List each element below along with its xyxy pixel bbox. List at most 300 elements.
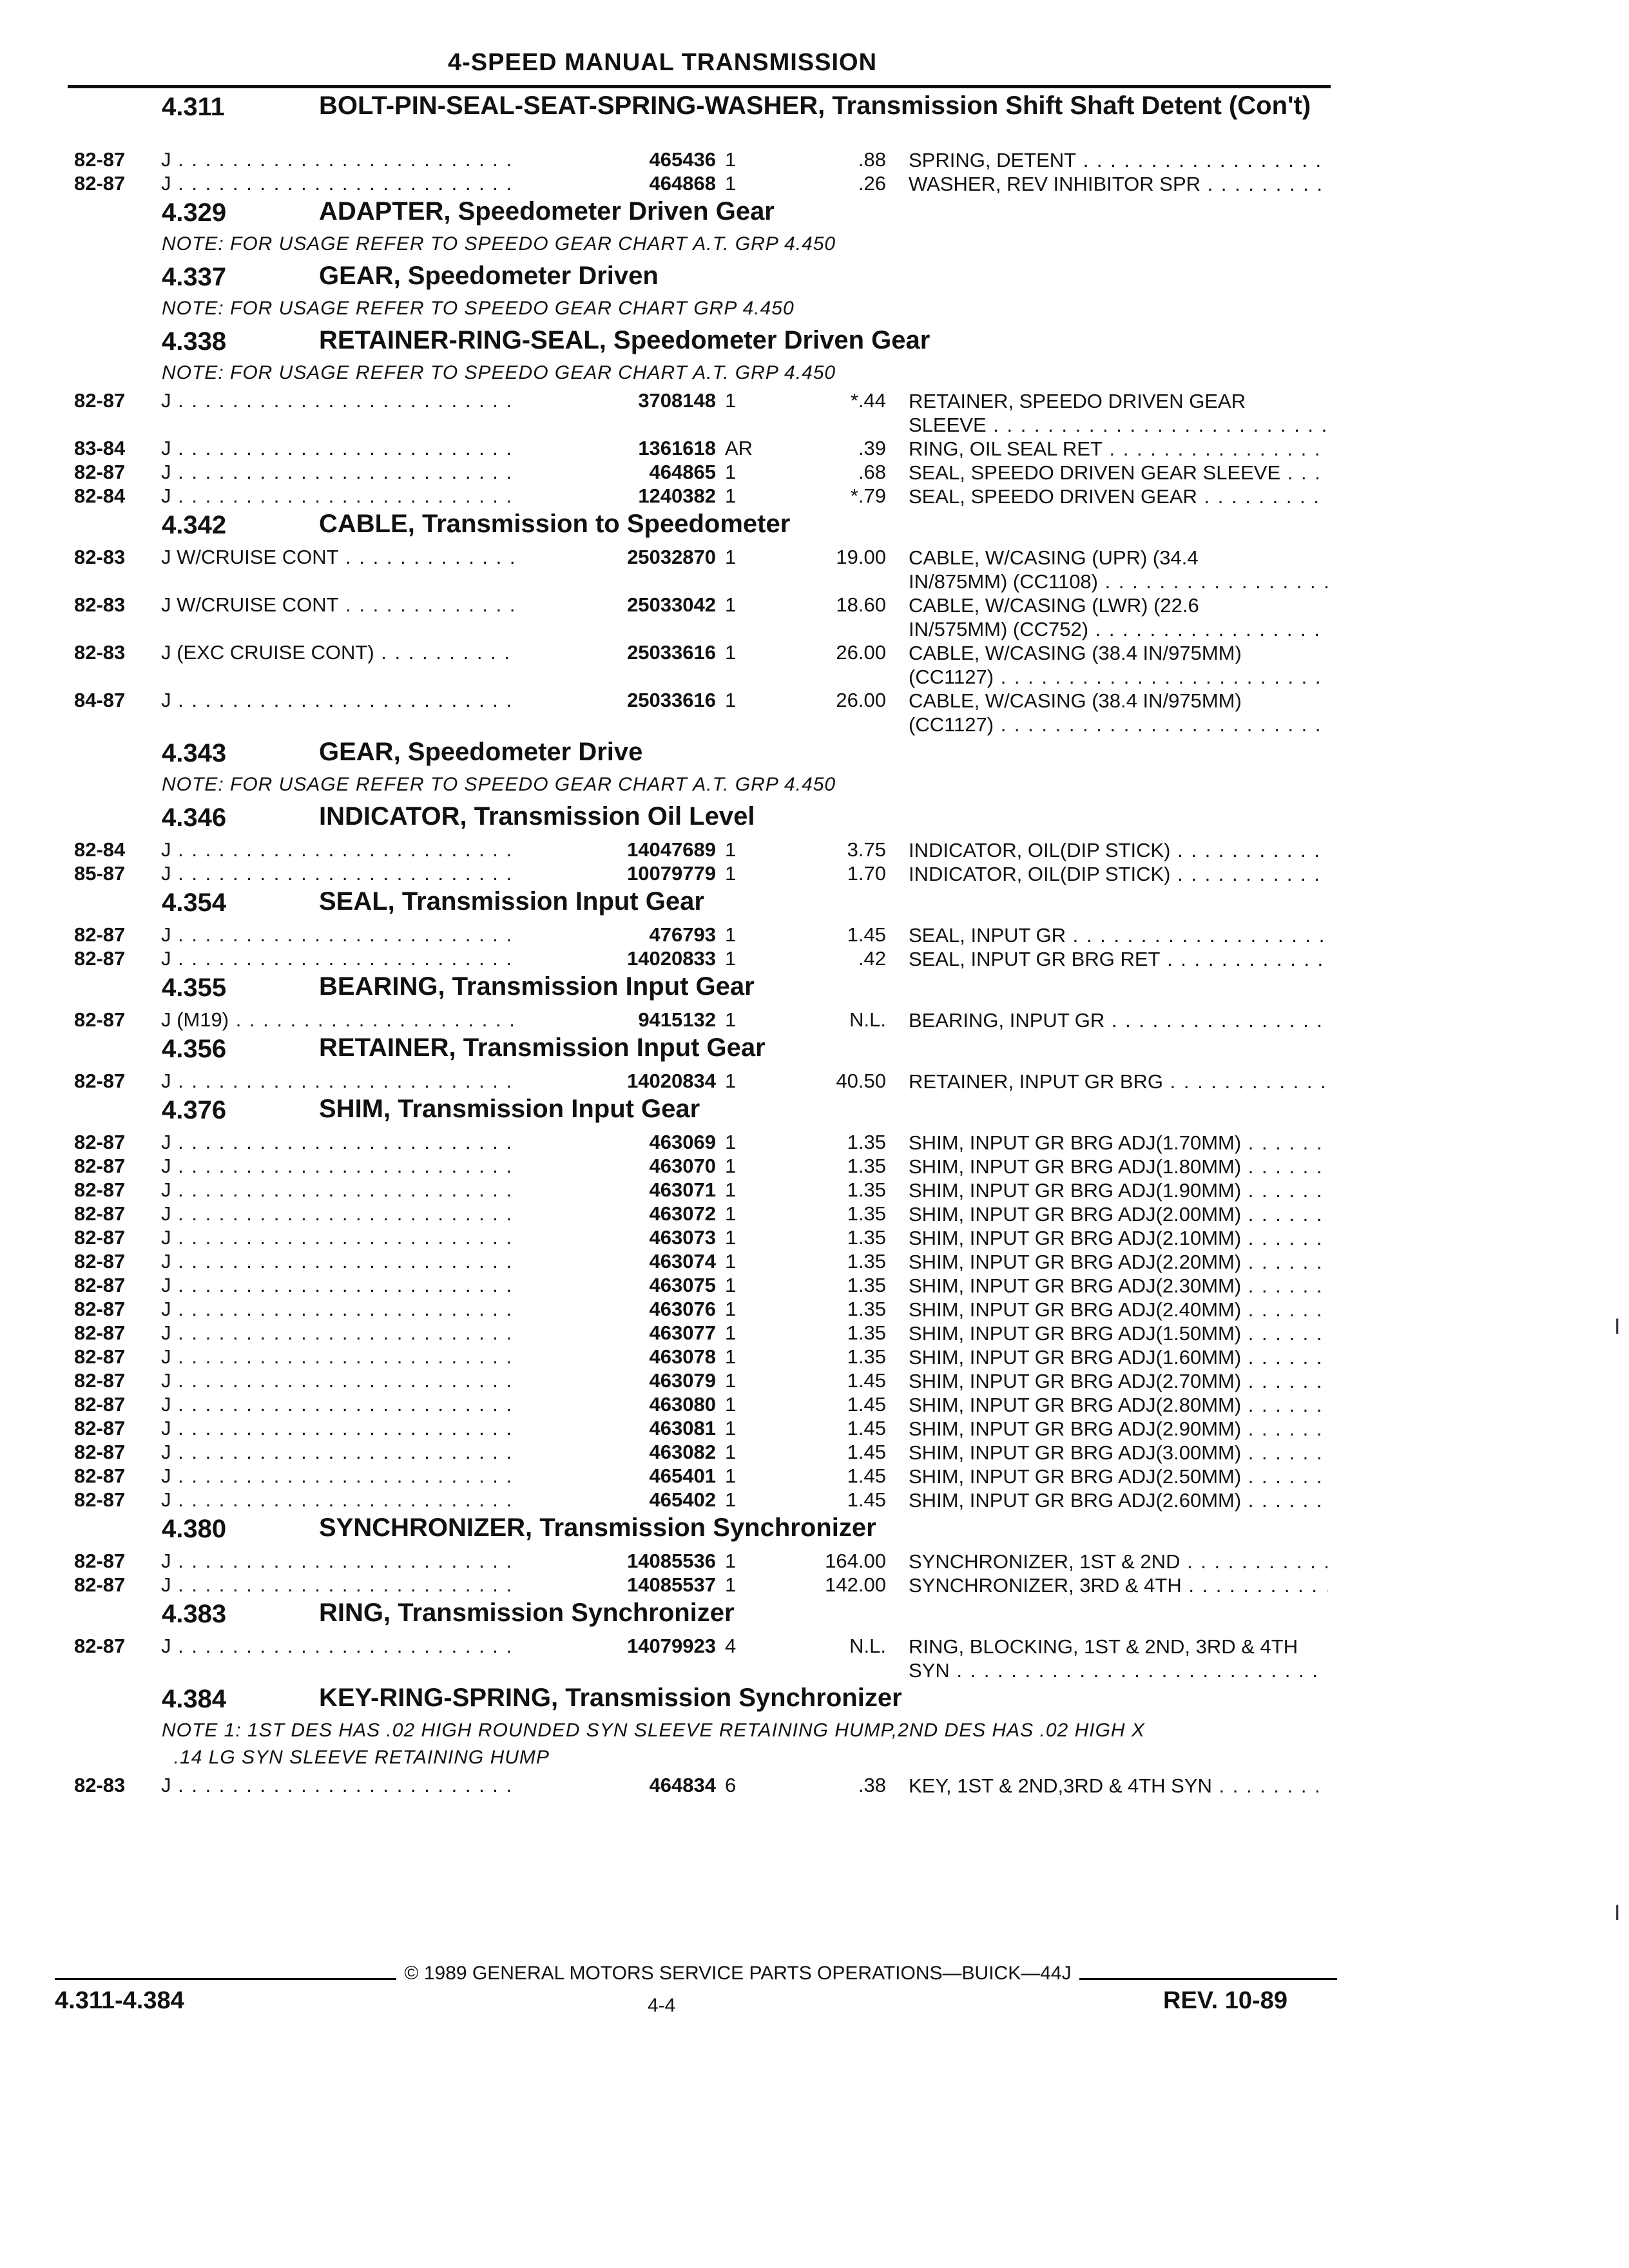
section-4-380	[68, 1512, 1331, 1597]
description-line: SHIM, INPUT GR BRG ADJ(2.10MM) . . .	[909, 1226, 1327, 1250]
model-years: 82-87	[74, 1070, 126, 1092]
part-description	[909, 1488, 1327, 1512]
quantity: 1	[725, 1441, 737, 1463]
model-code: J . . .	[161, 862, 586, 885]
description-line: IN/575MM) (CC752) . . .	[909, 617, 1327, 641]
part-number: 476793	[519, 923, 716, 947]
quantity: 1	[725, 1321, 737, 1344]
list-price: 19.00	[836, 546, 886, 568]
part-row	[68, 862, 1331, 886]
section-heading	[68, 1093, 1331, 1131]
page-header	[68, 45, 1331, 88]
description-line: SHIM, INPUT GR BRG ADJ(1.60MM) . . .	[909, 1345, 1327, 1369]
description-line: SEAL, SPEEDO DRIVEN GEAR SLEEVE . . .	[909, 461, 1327, 485]
model-years: 84-87	[74, 689, 126, 711]
model-code: J . . .	[161, 1465, 586, 1488]
part-row	[68, 1321, 1331, 1345]
list-price: 1.35	[847, 1345, 886, 1368]
part-number: 14020833	[519, 947, 716, 970]
section-note: NOTE: FOR USAGE REFER TO SPEEDO GEAR CHART GRP 4.450	[162, 298, 795, 319]
description-line: SHIM, INPUT GR BRG ADJ(2.50MM) . . .	[909, 1465, 1327, 1488]
model-years: 82-87	[74, 389, 126, 412]
model-code: J . . .	[161, 1321, 586, 1345]
quantity: 1	[725, 593, 737, 616]
description-line: RETAINER, INPUT GR BRG . . .	[909, 1070, 1327, 1093]
quantity: 1	[725, 148, 737, 171]
quantity: 1	[725, 1345, 737, 1368]
description-line: SHIM, INPUT GR BRG ADJ(1.90MM) . . .	[909, 1178, 1327, 1202]
description-line: CABLE, W/CASING (38.4 IN/975MM)	[909, 689, 1242, 712]
part-row	[68, 1441, 1331, 1465]
part-row	[68, 172, 1331, 196]
list-price: .68	[858, 461, 886, 483]
list-price: 1.35	[847, 1178, 886, 1201]
model-code: J . . .	[161, 838, 586, 861]
part-row	[68, 1131, 1331, 1155]
section-4-329	[68, 196, 1331, 255]
model-years: 82-87	[74, 923, 126, 946]
quantity: 1	[725, 1178, 737, 1201]
part-row	[68, 593, 1331, 641]
section-title: SYNCHRONIZER, Transmission Synchronizer	[319, 1514, 876, 1542]
section-4-342	[68, 508, 1331, 736]
model-code: J . . .	[161, 437, 586, 460]
description-line: CABLE, W/CASING (UPR) (34.4	[909, 546, 1199, 569]
section-title: GEAR, Speedometer Driven	[319, 262, 659, 290]
quantity: 1	[725, 1274, 737, 1296]
list-price: N.L.	[849, 1635, 886, 1657]
section-heading	[68, 196, 1331, 233]
quantity: 1	[725, 1070, 737, 1092]
section-title: BEARING, Transmission Input Gear	[319, 972, 755, 1001]
part-number: 463071	[519, 1178, 716, 1202]
description-line: CABLE, W/CASING (38.4 IN/975MM)	[909, 642, 1242, 664]
model-code: J . . .	[161, 1298, 586, 1321]
model-years: 82-84	[74, 838, 126, 861]
part-description	[909, 1008, 1327, 1032]
quantity: 1	[725, 947, 737, 970]
model-years: 82-87	[74, 1178, 126, 1201]
section-number: 4.376	[162, 1096, 227, 1124]
part-description	[909, 1155, 1327, 1178]
model-code: J (M19) . . .	[161, 1008, 586, 1032]
quantity: 1	[725, 1155, 737, 1177]
model-code: J . . .	[161, 923, 586, 947]
description-line: INDICATOR, OIL(DIP STICK) . . .	[909, 838, 1327, 862]
model-code: J . . .	[161, 689, 586, 712]
model-years: 82-87	[74, 1573, 126, 1596]
list-price: *.44	[850, 389, 886, 412]
description-line: SYNCHRONIZER, 3RD & 4TH . . .	[909, 1573, 1327, 1597]
list-price: 1.45	[847, 1369, 886, 1392]
model-code: J . . .	[161, 1274, 586, 1297]
part-number: 465436	[519, 148, 716, 171]
description-line: SHIM, INPUT GR BRG ADJ(1.70MM) . . .	[909, 1131, 1327, 1155]
part-row	[68, 1488, 1331, 1512]
section-title: BOLT-PIN-SEAL-SEAT-SPRING-WASHER, Transmission Shift Shaft Detent (Con't)	[319, 91, 1311, 120]
section-number: 4.342	[162, 511, 227, 539]
part-description	[909, 689, 1327, 736]
model-code: J . . .	[161, 485, 586, 508]
section-heading	[68, 1682, 1331, 1720]
section-number: 4.384	[162, 1685, 227, 1713]
section-4-356	[68, 1032, 1331, 1093]
model-years: 82-87	[74, 1250, 126, 1273]
part-number: 463072	[519, 1202, 716, 1225]
part-description	[909, 1202, 1327, 1226]
part-number: 463069	[519, 1131, 716, 1154]
part-row	[68, 461, 1331, 485]
quantity: 6	[725, 1774, 737, 1796]
description-line: (CC1127) . . .	[909, 665, 1327, 689]
section-4-354	[68, 886, 1331, 971]
part-row	[68, 1369, 1331, 1393]
list-price: .26	[858, 172, 886, 195]
part-row	[68, 437, 1331, 461]
part-number: 10079779	[519, 862, 716, 885]
part-row	[68, 1178, 1331, 1202]
quantity: 1	[725, 1393, 737, 1416]
list-price: 26.00	[836, 641, 886, 664]
list-price: 18.60	[836, 593, 886, 616]
description-line: SHIM, INPUT GR BRG ADJ(2.30MM) . . .	[909, 1274, 1327, 1298]
part-description	[909, 1226, 1327, 1250]
part-description	[909, 593, 1327, 641]
part-row	[68, 1070, 1331, 1093]
model-code: J . . .	[161, 1202, 586, 1225]
part-number: 464865	[519, 461, 716, 484]
part-row	[68, 1155, 1331, 1178]
part-row	[68, 148, 1331, 172]
section-number: 4.346	[162, 803, 227, 832]
list-price: 26.00	[836, 689, 886, 711]
list-price: 1.35	[847, 1298, 886, 1320]
model-years: 82-87	[74, 172, 126, 195]
description-line: SHIM, INPUT GR BRG ADJ(2.60MM) . . .	[909, 1488, 1327, 1512]
section-heading	[68, 971, 1331, 1008]
description-line: SHIM, INPUT GR BRG ADJ(2.40MM) . . .	[909, 1298, 1327, 1321]
description-line: CABLE, W/CASING (LWR) (22.6	[909, 594, 1199, 617]
part-number: 464834	[519, 1774, 716, 1797]
description-line: KEY, 1ST & 2ND,3RD & 4TH SYN . . .	[909, 1774, 1327, 1798]
list-price: 1.45	[847, 1441, 886, 1463]
part-row	[68, 1298, 1331, 1321]
section-number: 4.383	[162, 1600, 227, 1628]
section-number: 4.354	[162, 889, 227, 917]
section-heading	[68, 801, 1331, 838]
model-years: 83-84	[74, 437, 126, 459]
section-heading	[68, 260, 1331, 298]
part-description	[909, 1131, 1327, 1155]
model-years: 82-87	[74, 1008, 126, 1031]
section-number: 4.338	[162, 327, 227, 356]
model-code: J . . .	[161, 1550, 586, 1573]
list-price: *.79	[850, 485, 886, 507]
description-line: SPRING, DETENT . . .	[909, 148, 1327, 172]
model-years: 82-87	[74, 947, 126, 970]
part-number: 463078	[519, 1345, 716, 1369]
model-years: 82-87	[74, 1635, 126, 1657]
part-description	[909, 546, 1327, 593]
part-description	[909, 862, 1327, 886]
quantity: 1	[725, 1226, 737, 1249]
footer-group-range: 4.311-4.384	[55, 1987, 184, 2014]
part-description	[909, 437, 1327, 461]
footer-page-number: 4-4	[648, 1995, 676, 2016]
description-line: SYN . . .	[909, 1658, 1327, 1682]
section-number: 4.329	[162, 198, 227, 227]
quantity: 1	[725, 1488, 737, 1511]
part-description	[909, 1274, 1327, 1298]
part-number: 1240382	[519, 485, 716, 508]
part-description	[909, 1417, 1327, 1441]
model-years: 82-87	[74, 1488, 126, 1511]
part-description	[909, 947, 1327, 971]
model-code: J . . .	[161, 947, 586, 970]
model-years: 82-87	[74, 1465, 126, 1487]
part-row	[68, 1635, 1331, 1682]
description-line: BEARING, INPUT GR . . .	[909, 1008, 1327, 1032]
part-number: 14085537	[519, 1573, 716, 1597]
footer-rule-right	[1079, 1978, 1337, 1980]
quantity: 1	[725, 923, 737, 946]
part-row	[68, 1250, 1331, 1274]
model-code: J W/CRUISE CONT . . .	[161, 546, 586, 569]
part-number: 465402	[519, 1488, 716, 1512]
part-number: 464868	[519, 172, 716, 195]
model-years: 82-87	[74, 1131, 126, 1153]
part-number: 14020834	[519, 1070, 716, 1093]
list-price: 1.45	[847, 1393, 886, 1416]
part-row	[68, 1573, 1331, 1597]
part-description	[909, 1321, 1327, 1345]
quantity: 1	[725, 461, 737, 483]
list-price: N.L.	[849, 1008, 886, 1031]
part-description	[909, 1345, 1327, 1369]
part-row	[68, 1393, 1331, 1417]
model-code: J . . .	[161, 1226, 586, 1249]
model-code: J . . .	[161, 1774, 586, 1797]
part-number: 463081	[519, 1417, 716, 1440]
part-number: 463070	[519, 1155, 716, 1178]
section-title: RING, Transmission Synchronizer	[319, 1599, 735, 1627]
part-row	[68, 923, 1331, 947]
page-title: 4-SPEED MANUAL TRANSMISSION	[448, 49, 878, 76]
quantity: 1	[725, 1465, 737, 1487]
model-code: J . . .	[161, 1250, 586, 1273]
quantity: 1	[725, 172, 737, 195]
quantity: 4	[725, 1635, 737, 1657]
section-number: 4.355	[162, 974, 227, 1002]
model-years: 82-87	[74, 1345, 126, 1368]
part-number: 14047689	[519, 838, 716, 861]
model-years: 82-84	[74, 485, 126, 507]
model-code: J . . .	[161, 1441, 586, 1464]
model-code: J . . .	[161, 1393, 586, 1416]
part-description	[909, 1298, 1327, 1321]
description-line: SHIM, INPUT GR BRG ADJ(3.00MM) . . .	[909, 1441, 1327, 1465]
model-years: 82-83	[74, 546, 126, 568]
list-price: 1.35	[847, 1131, 886, 1153]
quantity: 1	[725, 862, 737, 885]
part-description	[909, 1178, 1327, 1202]
part-description	[909, 148, 1327, 172]
description-line: SHIM, INPUT GR BRG ADJ(2.20MM) . . .	[909, 1250, 1327, 1274]
part-description	[909, 1550, 1327, 1573]
quantity: 1	[725, 1298, 737, 1320]
section-title: RETAINER-RING-SEAL, Speedometer Driven Gear	[319, 326, 930, 354]
model-code: J . . .	[161, 1573, 586, 1597]
list-price: 1.45	[847, 923, 886, 946]
part-row	[68, 1274, 1331, 1298]
quantity: 1	[725, 389, 737, 412]
part-number: 9415132	[519, 1008, 716, 1032]
description-line: SHIM, INPUT GR BRG ADJ(2.90MM) . . .	[909, 1417, 1327, 1441]
quantity: 1	[725, 1131, 737, 1153]
list-price: 1.35	[847, 1321, 886, 1344]
section-heading	[68, 1032, 1331, 1070]
section-4-355	[68, 971, 1331, 1032]
part-row	[68, 485, 1331, 508]
section-number: 4.356	[162, 1035, 227, 1063]
model-code: J . . .	[161, 1155, 586, 1178]
section-title: SHIM, Transmission Input Gear	[319, 1095, 700, 1123]
part-description	[909, 1250, 1327, 1274]
section-heading	[68, 886, 1331, 923]
part-number: 465401	[519, 1465, 716, 1488]
part-row	[68, 689, 1331, 736]
part-description	[909, 838, 1327, 862]
part-number: 463079	[519, 1369, 716, 1392]
quantity: 1	[725, 1550, 737, 1572]
part-description	[909, 1393, 1327, 1417]
model-code: J . . .	[161, 1635, 586, 1658]
section-number: 4.311	[162, 93, 225, 121]
model-years: 82-83	[74, 641, 126, 664]
list-price: 1.35	[847, 1202, 886, 1225]
model-years: 82-87	[74, 1417, 126, 1439]
part-number: 463082	[519, 1441, 716, 1464]
part-description	[909, 1441, 1327, 1465]
model-years: 82-87	[74, 1393, 126, 1416]
description-line: SHIM, INPUT GR BRG ADJ(2.00MM) . . .	[909, 1202, 1327, 1226]
list-price: 1.45	[847, 1488, 886, 1511]
list-price: 1.35	[847, 1155, 886, 1177]
section-note: .14 LG SYN SLEEVE RETAINING HUMP	[162, 1747, 550, 1768]
list-price: .38	[858, 1774, 886, 1796]
section-note: NOTE 1: 1ST DES HAS .02 HIGH ROUNDED SYN SLEEVE RETAINING HUMP,2ND DES HAS .02 HIGH X	[162, 1720, 1145, 1741]
model-code: J . . .	[161, 1070, 586, 1093]
description-line: SHIM, INPUT GR BRG ADJ(1.80MM) . . .	[909, 1155, 1327, 1178]
part-description	[909, 1573, 1327, 1597]
model-years: 82-83	[74, 1774, 126, 1796]
section-4-383	[68, 1597, 1331, 1682]
description-line: SYNCHRONIZER, 1ST & 2ND . . .	[909, 1550, 1327, 1573]
model-years: 82-87	[74, 1226, 126, 1249]
list-price: 3.75	[847, 838, 886, 861]
section-4-346	[68, 801, 1331, 886]
margin-mark: I	[1614, 1901, 1621, 1925]
section-number: 4.337	[162, 263, 227, 291]
part-description	[909, 1774, 1327, 1798]
model-years: 82-87	[74, 148, 126, 171]
part-row	[68, 641, 1331, 689]
section-title: SEAL, Transmission Input Gear	[319, 887, 704, 916]
model-years: 82-87	[74, 1155, 126, 1177]
part-number: 463077	[519, 1321, 716, 1345]
part-row	[68, 1345, 1331, 1369]
part-number: 463080	[519, 1393, 716, 1416]
list-price: 1.35	[847, 1274, 886, 1296]
model-years: 85-87	[74, 862, 126, 885]
part-number: 463075	[519, 1274, 716, 1297]
page-footer	[55, 1959, 1331, 2036]
part-number: 463076	[519, 1298, 716, 1321]
model-code: J W/CRUISE CONT . . .	[161, 593, 586, 617]
section-title: RETAINER, Transmission Input Gear	[319, 1033, 766, 1062]
part-description	[909, 389, 1327, 437]
part-row	[68, 1774, 1331, 1798]
section-heading	[68, 1597, 1331, 1635]
part-row	[68, 546, 1331, 593]
quantity: 1	[725, 641, 737, 664]
list-price: 1.45	[847, 1417, 886, 1439]
list-price: .42	[858, 947, 886, 970]
list-price: 40.50	[836, 1070, 886, 1092]
model-code: J . . .	[161, 1488, 586, 1512]
description-line: INDICATOR, OIL(DIP STICK) . . .	[909, 862, 1327, 886]
section-4-337	[68, 260, 1331, 320]
section-4-384	[68, 1682, 1331, 1798]
model-years: 82-87	[74, 1298, 126, 1320]
footer-rule-left	[55, 1978, 396, 1980]
quantity: 1	[725, 546, 737, 568]
description-line: SEAL, INPUT GR BRG RET . . .	[909, 947, 1327, 971]
quantity: 1	[725, 689, 737, 711]
part-row	[68, 1202, 1331, 1226]
part-row	[68, 1226, 1331, 1250]
description-line: WASHER, REV INHIBITOR SPR . . .	[909, 172, 1327, 196]
quantity: 1	[725, 1369, 737, 1392]
description-line: SHIM, INPUT GR BRG ADJ(2.70MM) . . .	[909, 1369, 1327, 1393]
model-code: J . . .	[161, 1369, 586, 1392]
section-heading	[68, 736, 1331, 774]
description-line: RING, OIL SEAL RET . . .	[909, 437, 1327, 461]
model-code: J (EXC CRUISE CONT) . . .	[161, 641, 586, 664]
part-number: 3708148	[519, 389, 716, 412]
section-note: NOTE: FOR USAGE REFER TO SPEEDO GEAR CHART A.T. GRP 4.450	[162, 362, 836, 383]
part-row	[68, 947, 1331, 971]
list-price: .39	[858, 437, 886, 459]
description-line: SEAL, SPEEDO DRIVEN GEAR . . .	[909, 485, 1327, 508]
section-title: ADAPTER, Speedometer Driven Gear	[319, 197, 775, 226]
part-description	[909, 923, 1327, 947]
model-years: 82-87	[74, 1550, 126, 1572]
section-4-311	[68, 90, 1331, 196]
section-note: NOTE: FOR USAGE REFER TO SPEEDO GEAR CHART A.T. GRP 4.450	[162, 774, 836, 795]
part-row	[68, 1550, 1331, 1573]
model-years: 82-87	[74, 1202, 126, 1225]
description-line: SEAL, INPUT GR . . .	[909, 923, 1327, 947]
parts-list	[68, 90, 1331, 1798]
section-4-338	[68, 325, 1331, 508]
section-title: CABLE, Transmission to Speedometer	[319, 510, 791, 538]
part-number: 25032870	[519, 546, 716, 569]
model-code: J . . .	[161, 461, 586, 484]
description-line: SHIM, INPUT GR BRG ADJ(1.50MM) . . .	[909, 1321, 1327, 1345]
section-number: 4.343	[162, 739, 227, 767]
model-code: J . . .	[161, 148, 586, 171]
